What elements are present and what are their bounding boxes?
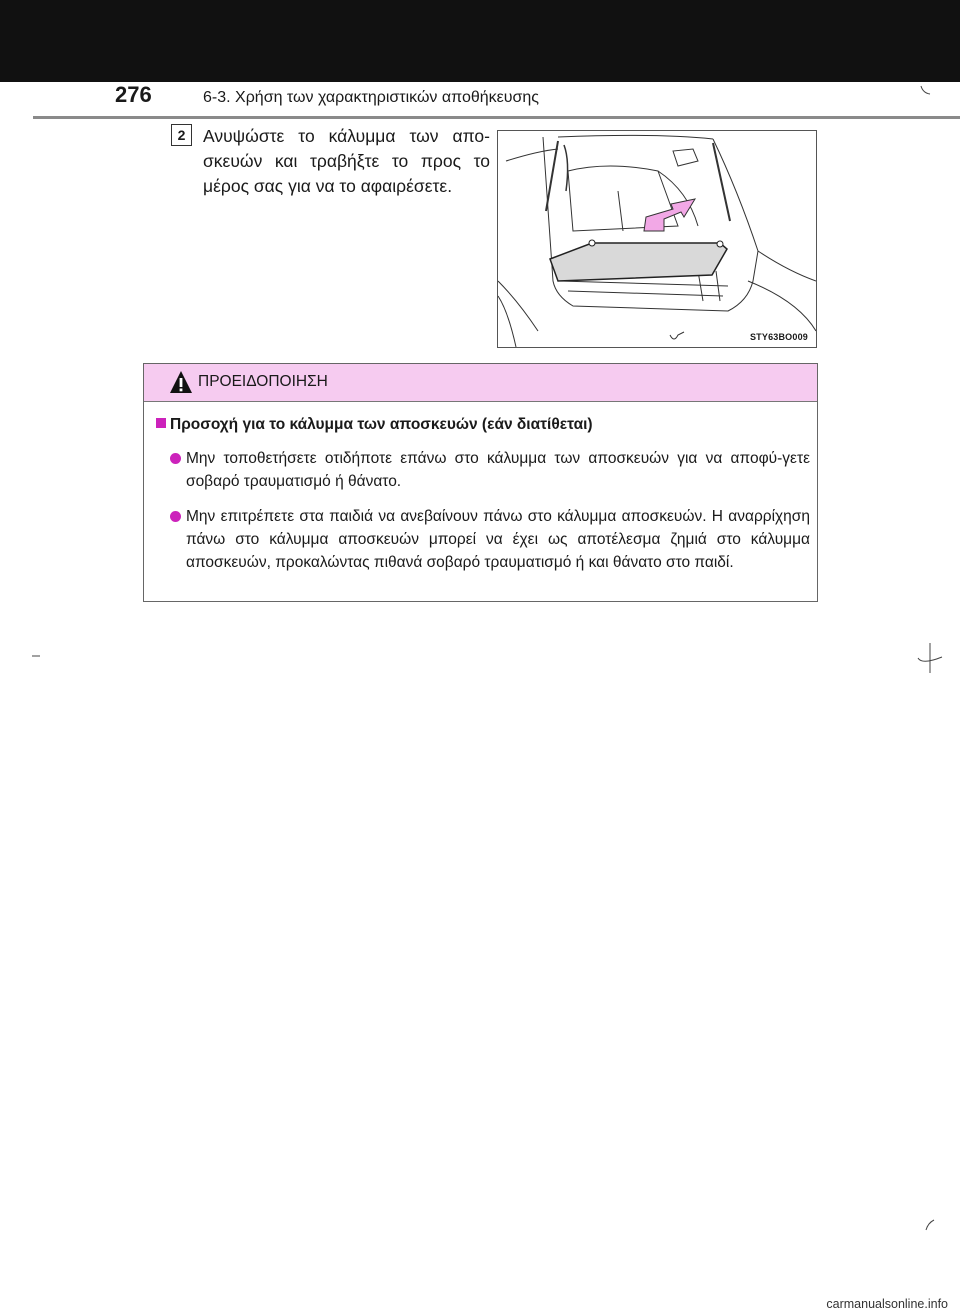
footer-watermark: carmanualsonline.info [826, 1297, 948, 1311]
section-title: 6-3. Χρήση των χαρακτηριστικών αποθήκευσης [203, 89, 539, 106]
round-bullet-icon [170, 453, 181, 464]
warning-item [172, 447, 810, 493]
crop-mark-bottom-right [922, 1215, 942, 1235]
round-bullet-icon [170, 511, 181, 522]
warning-item-text: Μην επιτρέπετε στα παιδιά να ανεβαίνουν πάνω στο κάλυμμα αποσκευών. Η αναρρίχηση πάνω στο κάλυμμα αποσκευών μπορεί να έχει ως αποτέλεσμα ζημιά στο κάλυμμα αποσκευών, προκαλώντας πιθανά σοβαρό τραυματισμό ή και θάνατο στο παιδί. [186, 508, 810, 571]
square-bullet-icon [156, 418, 166, 428]
page-number: 276 [115, 82, 152, 107]
header-divider [33, 116, 960, 119]
warning-item [172, 505, 810, 574]
crop-mark-left [30, 652, 46, 660]
warning-heading-text: Προσοχή για το κάλυμμα των αποσκευών (εάν διατίθεται) [170, 416, 593, 433]
tonneau-cover-illustration [497, 130, 817, 348]
crop-mark-top-right [918, 84, 938, 104]
warning-label: ΠΡΟΕΙΔΟΠΟΙΗΣΗ [198, 373, 328, 390]
top-black-band [0, 0, 960, 82]
warning-triangle-icon [169, 370, 193, 394]
warning-box [143, 363, 818, 602]
cover-panel [550, 243, 727, 281]
step-instruction: Ανυψώστε το κάλυμμα των απο-σκευών και τραβήξτε το προς το μέρος σας για να το αφαιρέσετε. [203, 126, 490, 196]
warning-header [144, 364, 817, 402]
car-trunk-drawing [498, 131, 816, 347]
crop-mark-right [912, 643, 948, 673]
warning-heading [156, 416, 593, 434]
illustration-code: STY63BO009 [749, 332, 808, 342]
warning-item-text: Μην τοποθετήσετε οτιδήποτε επάνω στο κάλυμμα των αποσκευών για να αποφύ-γετε σοβαρό τραυματισμό ή θάνατο. [186, 450, 810, 490]
step-number-box: 2 [171, 124, 192, 146]
